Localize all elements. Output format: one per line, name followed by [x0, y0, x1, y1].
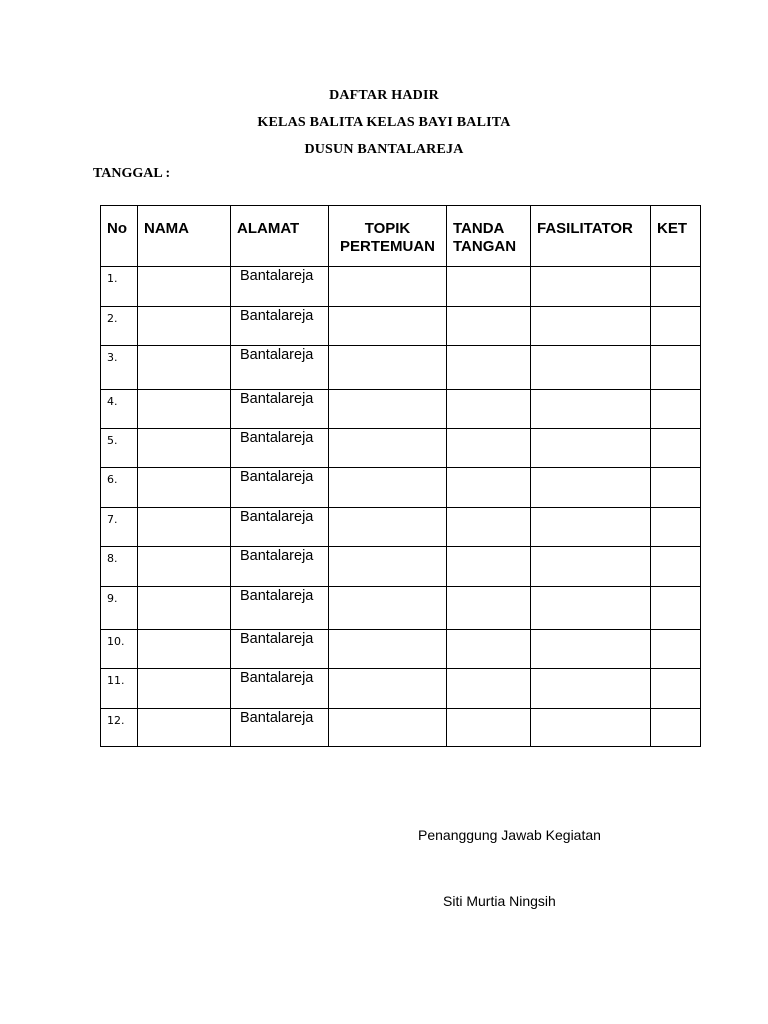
fasilitator-cell [531, 429, 651, 468]
alamat-cell: Bantalareja [231, 307, 329, 346]
table-row [101, 587, 701, 630]
ket-cell [651, 267, 701, 307]
table-row [101, 390, 701, 429]
ket-cell [651, 390, 701, 429]
topik-cell [329, 468, 447, 508]
fasilitator-cell [531, 630, 651, 669]
fasilitator-cell [531, 587, 651, 630]
row-number: 9. [101, 587, 138, 630]
alamat-cell: Bantalareja [231, 547, 329, 587]
table-row [101, 508, 701, 547]
alamat-cell: Bantalareja [231, 267, 329, 307]
row-number: 12. [101, 709, 138, 747]
ket-cell [651, 346, 701, 390]
tanda-tangan-cell [447, 468, 531, 508]
document-title: DAFTAR HADIR [329, 88, 439, 103]
fasilitator-cell [531, 547, 651, 587]
tanda-tangan-cell [447, 346, 531, 390]
fasilitator-cell [531, 508, 651, 547]
topik-cell [329, 390, 447, 429]
row-number: 4. [101, 390, 138, 429]
ket-cell [651, 547, 701, 587]
ket-cell [651, 669, 701, 709]
ket-cell [651, 508, 701, 547]
ket-cell [651, 468, 701, 508]
row-number: 8. [101, 547, 138, 587]
column-header-no: No [101, 206, 138, 267]
ket-cell [651, 630, 701, 669]
nama-cell [138, 468, 231, 508]
table-header-row [101, 206, 701, 267]
topik-cell [329, 709, 447, 747]
topik-cell [329, 508, 447, 547]
attendance-table [100, 205, 701, 747]
table-row [101, 669, 701, 709]
nama-cell [138, 669, 231, 709]
alamat-cell: Bantalareja [231, 669, 329, 709]
table-row [101, 307, 701, 346]
table-row [101, 429, 701, 468]
topik-cell [329, 307, 447, 346]
ket-cell [651, 709, 701, 747]
fasilitator-cell [531, 267, 651, 307]
nama-cell [138, 429, 231, 468]
tanda-tangan-cell [447, 669, 531, 709]
fasilitator-cell [531, 669, 651, 709]
topik-cell [329, 429, 447, 468]
nama-cell [138, 630, 231, 669]
tanda-tangan-cell [447, 547, 531, 587]
column-header-fasilitator: FASILITATOR [531, 206, 651, 267]
alamat-cell: Bantalareja [231, 630, 329, 669]
ket-cell [651, 429, 701, 468]
signature-role: Penanggung Jawab Kegiatan [418, 827, 601, 843]
alamat-cell: Bantalareja [231, 508, 329, 547]
row-number: 3. [101, 346, 138, 390]
alamat-cell: Bantalareja [231, 429, 329, 468]
alamat-cell: Bantalareja [231, 390, 329, 429]
tanda-tangan-cell [447, 429, 531, 468]
alamat-cell: Bantalareja [231, 587, 329, 630]
topik-cell [329, 547, 447, 587]
document-location: DUSUN BANTALAREJA [304, 142, 464, 157]
row-number: 11. [101, 669, 138, 709]
alamat-cell: Bantalareja [231, 709, 329, 747]
row-number: 7. [101, 508, 138, 547]
row-number: 2. [101, 307, 138, 346]
topik-cell [329, 587, 447, 630]
date-label: TANGGAL : [93, 166, 171, 181]
tanda-tangan-cell [447, 508, 531, 547]
alamat-cell: Bantalareja [231, 468, 329, 508]
tanda-tangan-cell [447, 630, 531, 669]
fasilitator-cell [531, 346, 651, 390]
column-header-alamat: ALAMAT [231, 206, 329, 267]
fasilitator-cell [531, 468, 651, 508]
nama-cell [138, 709, 231, 747]
column-header-ket: KET [651, 206, 701, 267]
table-row [101, 630, 701, 669]
alamat-cell: Bantalareja [231, 346, 329, 390]
nama-cell [138, 587, 231, 630]
nama-cell [138, 346, 231, 390]
row-number: 6. [101, 468, 138, 508]
fasilitator-cell [531, 390, 651, 429]
fasilitator-cell [531, 709, 651, 747]
nama-cell [138, 267, 231, 307]
column-header-nama: NAMA [138, 206, 231, 267]
row-number: 10. [101, 630, 138, 669]
tanda-tangan-cell [447, 587, 531, 630]
table-row [101, 267, 701, 307]
table-row [101, 346, 701, 390]
tanda-tangan-cell [447, 267, 531, 307]
nama-cell [138, 508, 231, 547]
topik-cell [329, 267, 447, 307]
ket-cell [651, 587, 701, 630]
nama-cell [138, 547, 231, 587]
table-row [101, 547, 701, 587]
tanda-tangan-cell [447, 709, 531, 747]
tanda-tangan-cell [447, 307, 531, 346]
signature-name: Siti Murtia Ningsih [443, 893, 556, 909]
ket-cell [651, 307, 701, 346]
table-row [101, 468, 701, 508]
topik-cell [329, 669, 447, 709]
topik-cell [329, 346, 447, 390]
topik-cell [329, 630, 447, 669]
nama-cell [138, 390, 231, 429]
row-number: 5. [101, 429, 138, 468]
fasilitator-cell [531, 307, 651, 346]
column-header-tanda-tangan: TANDA TANGAN [447, 206, 531, 267]
row-number: 1. [101, 267, 138, 307]
tanda-tangan-cell [447, 390, 531, 429]
nama-cell [138, 307, 231, 346]
column-header-topik-pertemuan: TOPIK PERTEMUAN [329, 206, 447, 267]
document-subtitle: KELAS BALITA KELAS BAYI BALITA [257, 115, 511, 130]
table-row [101, 709, 701, 747]
